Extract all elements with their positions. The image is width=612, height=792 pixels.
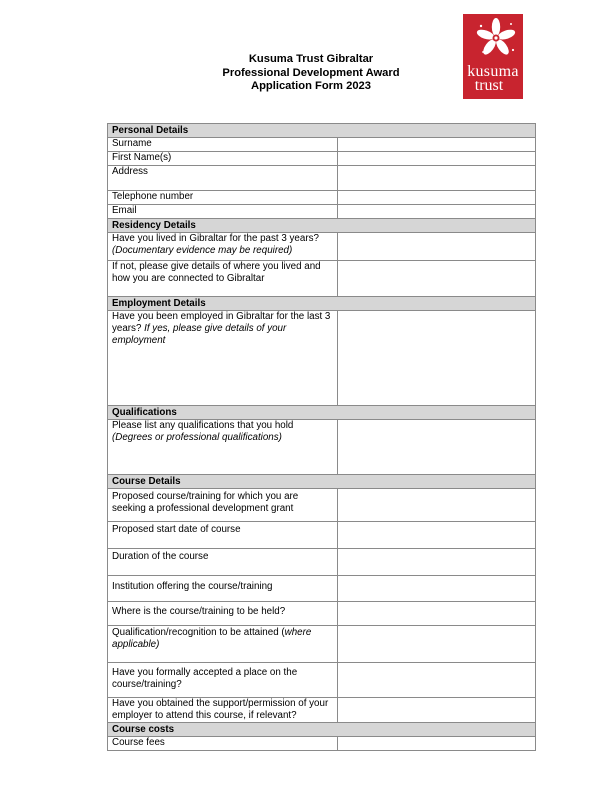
field-label-location: Where is the course/training to be held? — [108, 602, 338, 626]
table-row — [108, 261, 536, 297]
table-row — [108, 663, 536, 698]
logo-word-trust: trust — [474, 77, 504, 94]
field-label-address: Address — [108, 166, 338, 191]
section-title: Personal Details — [108, 124, 536, 138]
table-row — [108, 549, 536, 576]
table-row — [108, 152, 536, 166]
table-row — [108, 191, 536, 205]
question-note: (Degrees or professional qualifications) — [112, 432, 282, 443]
table-row — [108, 166, 536, 191]
field-label-duration: Duration of the course — [108, 549, 338, 576]
field-label-qualifications — [108, 420, 338, 475]
field-label-telephone: Telephone number — [108, 191, 338, 205]
table-row — [108, 698, 536, 723]
field-label-start-date: Proposed start date of course — [108, 522, 338, 549]
table-row — [108, 138, 536, 152]
title-line-form: Application Form 2023 — [251, 80, 371, 93]
field-label-employer-support: Have you obtained the support/permission of your employer to attend this course, if relevant? — [108, 698, 338, 723]
field-label-surname: Surname — [108, 138, 338, 152]
field-input-connection-details[interactable] — [338, 261, 536, 297]
section-title: Qualifications — [108, 406, 536, 420]
field-input-employment[interactable] — [338, 311, 536, 406]
title-line-award: Professional Development Award — [222, 66, 400, 79]
section-title: Residency Details — [108, 219, 536, 233]
field-input-address[interactable] — [338, 166, 536, 191]
question-text: Qualification/recognition to be attained ( — [112, 627, 285, 638]
flower-icon — [463, 14, 523, 64]
field-input-accepted-place[interactable] — [338, 663, 536, 698]
field-label-institution: Institution offering the course/training — [108, 576, 338, 602]
field-input-course-fees[interactable] — [338, 737, 536, 751]
table-row — [108, 602, 536, 626]
field-input-email[interactable] — [338, 205, 536, 219]
field-input-first-names[interactable] — [338, 152, 536, 166]
table-row — [108, 576, 536, 602]
table-row — [108, 205, 536, 219]
field-label-connection-details: If not, please give details of where you lived and how you are connected to Gibraltar — [108, 261, 338, 297]
field-label-employment — [108, 311, 338, 406]
field-label-first-names: First Name(s) — [108, 152, 338, 166]
question-note: where applicable) — [112, 627, 312, 650]
field-label-lived-in-gibraltar — [108, 233, 338, 261]
field-input-surname[interactable] — [338, 138, 536, 152]
form-title — [200, 53, 422, 94]
table-row — [108, 626, 536, 663]
field-label-course-fees: Course fees — [108, 737, 338, 751]
section-residency-details — [108, 219, 536, 233]
field-input-telephone[interactable] — [338, 191, 536, 205]
question-note: If yes, please give details of your employment — [112, 323, 287, 346]
field-input-institution[interactable] — [338, 576, 536, 602]
question-text: Have you lived in Gibraltar for the past 3 years? — [112, 233, 319, 244]
table-row — [108, 233, 536, 261]
table-row — [108, 420, 536, 475]
field-label-qualification-attained — [108, 626, 338, 663]
application-form-table — [107, 123, 536, 751]
field-input-lived-in-gibraltar[interactable] — [338, 233, 536, 261]
field-input-duration[interactable] — [338, 549, 536, 576]
table-row — [108, 737, 536, 751]
field-input-start-date[interactable] — [338, 522, 536, 549]
section-course-details — [108, 475, 536, 489]
logo-word-kusuma: kusuma — [467, 63, 519, 80]
field-label-accepted-place: Have you formally accepted a place on the course/training? — [108, 663, 338, 698]
field-input-employer-support[interactable] — [338, 698, 536, 723]
question-note: (Documentary evidence may be required) — [112, 245, 293, 256]
section-title: Course Details — [108, 475, 536, 489]
title-line-organisation: Kusuma Trust Gibraltar — [248, 53, 374, 65]
table-row — [108, 311, 536, 406]
section-employment-details — [108, 297, 536, 311]
section-course-costs — [108, 723, 536, 737]
section-title: Course costs — [108, 723, 536, 737]
table-row — [108, 522, 536, 549]
question-text: Please list any qualifications that you hold — [112, 420, 294, 431]
table-row — [108, 489, 536, 522]
field-input-location[interactable] — [338, 602, 536, 626]
field-label-proposed-course: Proposed course/training for which you are seeking a professional development grant — [108, 489, 338, 522]
field-input-qualifications[interactable] — [338, 420, 536, 475]
section-personal-details — [108, 124, 536, 138]
field-input-proposed-course[interactable] — [338, 489, 536, 522]
field-input-qualification-attained[interactable] — [338, 626, 536, 663]
section-title: Employment Details — [108, 297, 536, 311]
kusuma-trust-logo — [463, 14, 523, 99]
section-qualifications — [108, 406, 536, 420]
field-label-email: Email — [108, 205, 338, 219]
question-text: Have you been employed in Gibraltar for the last 3 years? — [112, 311, 331, 334]
